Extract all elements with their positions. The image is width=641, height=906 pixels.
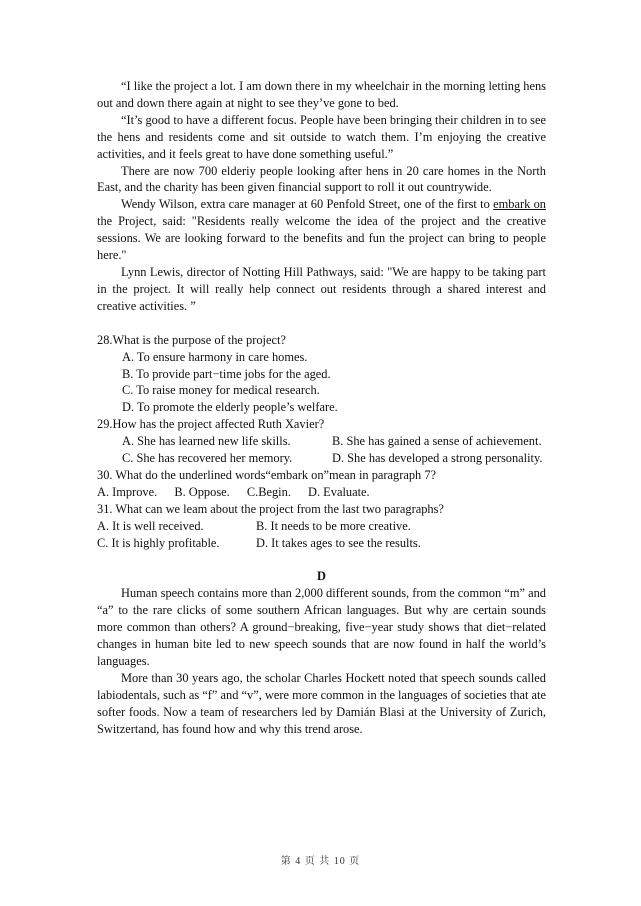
- question-30-stem: 30. What do the underlined words“embark on”mean in paragraph 7?: [97, 467, 437, 482]
- passage-c-paragraph-3: There are now 700 elderiy people looking after hens in 20 care homes in the North East, and the charity has been given financial support to roll it out countrywide.: [97, 163, 546, 195]
- question-30-options: [97, 484, 546, 501]
- question-30-option-a: A. Improve.: [97, 484, 158, 499]
- underlined-phrase-embark-on: embark on: [493, 197, 546, 212]
- question-31: [97, 501, 546, 552]
- passage-c-paragraph-1: “I like the project a lot. I am down there in my wheelchair in the morning letting hens out and down there again at night to see they’ve gone to bed.: [97, 79, 546, 110]
- question-30-option-c: C.Begin.: [246, 484, 291, 499]
- question-28-option-d: D. To promote the elderly people’s welfare.: [122, 400, 338, 415]
- question-29-stem: 29.How has the project affected Ruth Xavier?: [97, 417, 325, 432]
- question-31-stem: 31. What can we leam about the project from the last two paragraphs?: [97, 501, 444, 516]
- passage-d-title: D: [317, 569, 326, 584]
- question-31-options-row-2: [97, 535, 546, 552]
- question-28-option-a: A. To ensure harmony in care homes.: [122, 349, 308, 364]
- question-28: [97, 332, 546, 417]
- page-number-footer: 第 4 页 共 10 页: [280, 856, 361, 867]
- exam-page: [97, 78, 546, 737]
- passage-d-paragraph-1: Human speech contains more than 2,000 different sounds, from the common “m” and “a” to the rare clicks of some southern African languages. But why are certain sounds more common than others? A ground−breaking, five−year study shows that diet−related changes in human bite led to new speech sounds that are now found in half the world’s languages.: [97, 586, 546, 668]
- question-28-option-b: B. To provide part−time jobs for the aged.: [122, 366, 331, 381]
- question-31-option-a: A. It is well received.: [97, 518, 204, 533]
- paragraph-4-text-before: Wendy Wilson, extra care manager at 60 Penfold Street, one of the first to: [121, 197, 494, 212]
- question-28-stem: 28.What is the purpose of the project?: [97, 332, 286, 347]
- question-30-option-b: B. Oppose.: [174, 484, 230, 499]
- question-29-option-a: A. She has learned new life skills.: [122, 434, 291, 449]
- passage-d-paragraph-2: More than 30 years ago, the scholar Charles Hockett noted that speech sounds called labiodentals, such as “f” and “v”, were more common in the languages of societies that ate softer foods. Now a team of researchers led by Damián Blasi at the University of Zurich, Switzertand, has found how and why this trend arose.: [97, 670, 546, 736]
- question-31-option-c: C. It is highly profitable.: [97, 535, 220, 550]
- question-31-options-row-1: [97, 518, 546, 535]
- question-29-options-row-2: [97, 450, 546, 467]
- question-29-options-row-1: [97, 433, 546, 450]
- question-31-option-d: D. It takes ages to see the results.: [256, 535, 421, 550]
- paragraph-4-text-after: the Project, said: "Residents really welcome the idea of the project and the creative sessions. We are looking forward to the benefits and fun the project can bring to people here.": [97, 214, 546, 263]
- passage-c-paragraph-2: “It’s good to have a different focus. People have been bringing their children in to see the hens and residents come and sit outside to watch them. I’m enjoying the creative activities, and it feels great to have done something useful.”: [97, 112, 546, 161]
- passage-c-paragraph-4: [97, 196, 546, 264]
- question-29: [97, 416, 546, 467]
- question-29-option-d: D. She has developed a strong personality.: [332, 451, 543, 466]
- question-30-option-d: D. Evaluate.: [308, 484, 370, 499]
- question-30: [97, 467, 546, 501]
- question-29-option-b: B. She has gained a sense of achievement.: [332, 434, 542, 449]
- question-31-option-b: B. It needs to be more creative.: [256, 518, 411, 533]
- spacer: [97, 315, 546, 332]
- spacer: [97, 551, 546, 568]
- question-29-option-c: C. She has recovered her memory.: [122, 451, 293, 466]
- question-28-option-c: C. To raise money for medical research.: [122, 383, 320, 398]
- passage-c-paragraph-5: Lynn Lewis, director of Notting Hill Pathways, said: "We are happy to be taking part in the project. It will really help connect out residents through a shared interest and creative activities. ”: [97, 264, 546, 313]
